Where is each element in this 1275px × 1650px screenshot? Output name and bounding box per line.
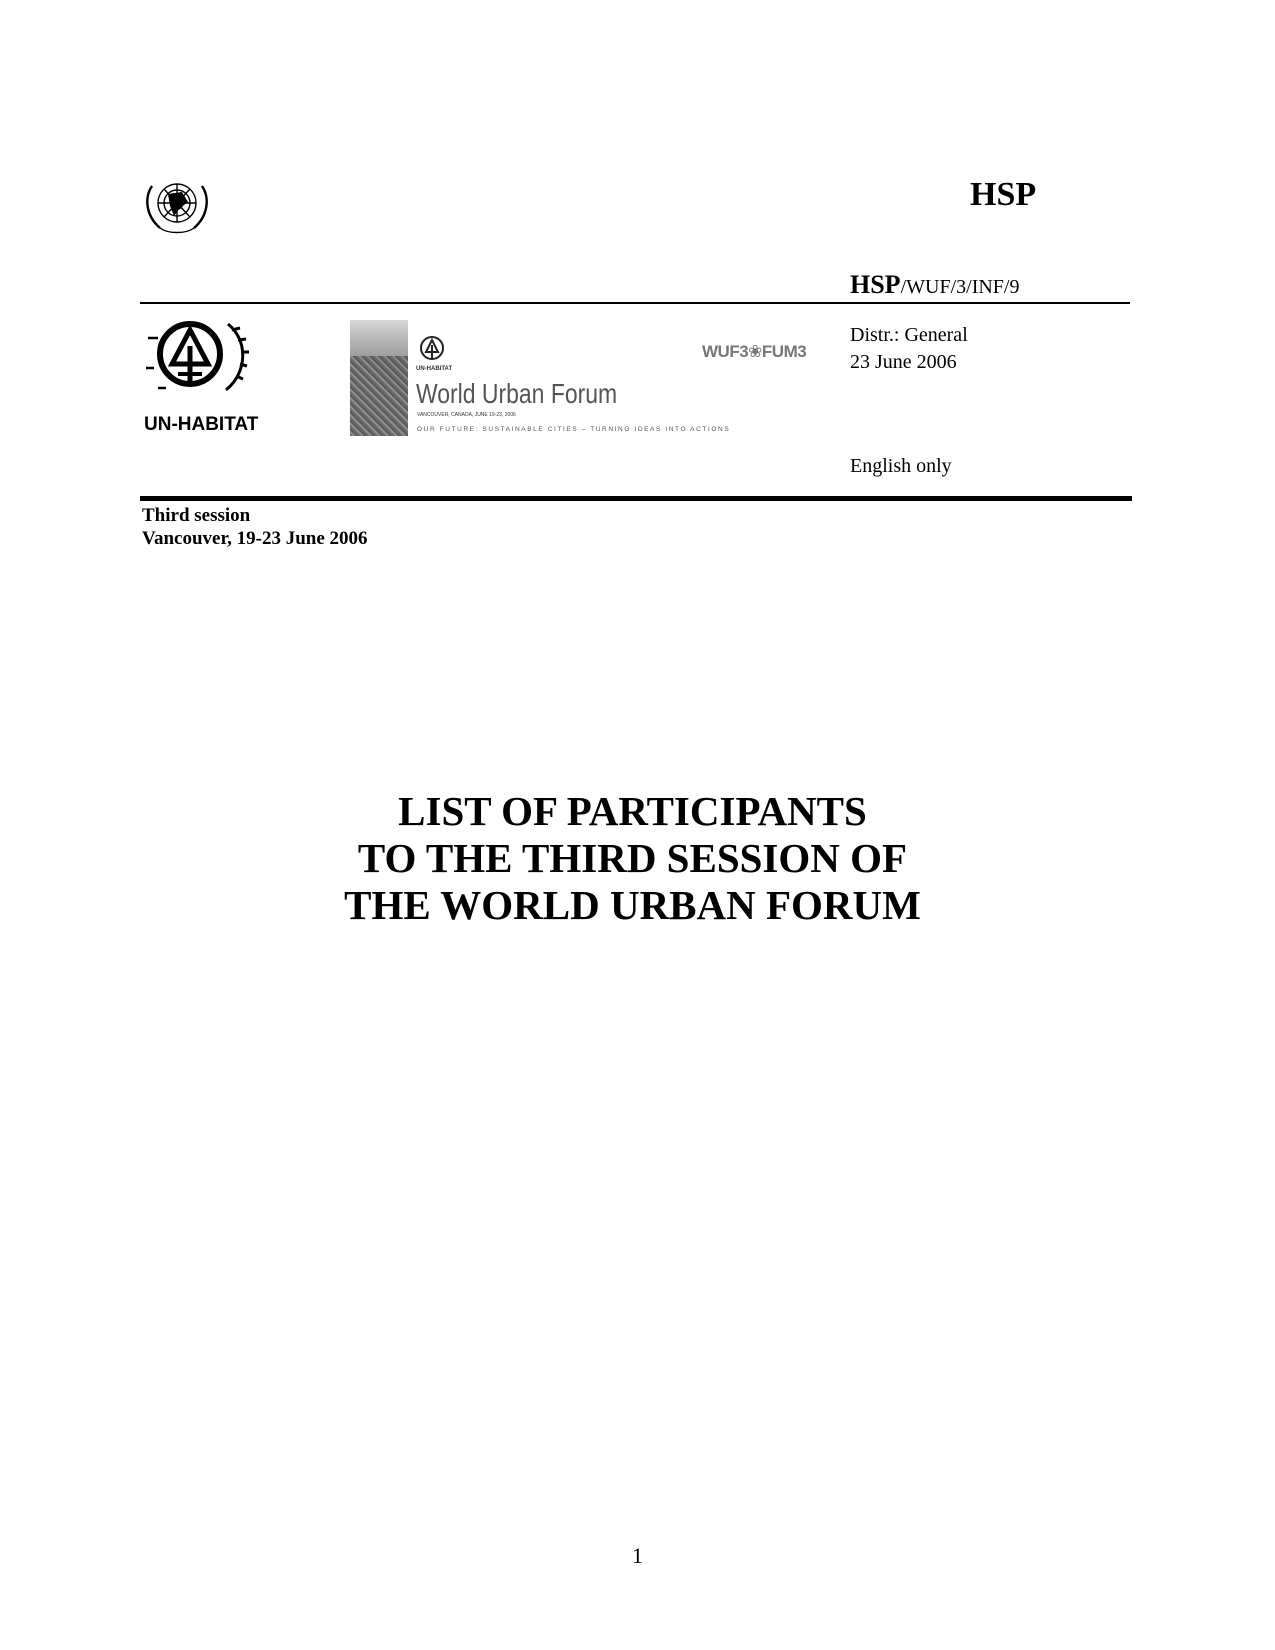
title-line-1: LIST OF PARTICIPANTS — [398, 788, 867, 834]
document-date: 23 June 2006 — [850, 351, 957, 373]
language-note: English only — [850, 455, 952, 477]
title-line-2: TO THE THIRD SESSION OF — [357, 835, 908, 881]
wuf3-badge: WUF3❀FUM3 — [702, 342, 807, 361]
header-rule — [140, 302, 1130, 304]
un-habitat-wordmark: UN-HABITAT — [144, 414, 259, 435]
banner-dates: VANCOUVER, CANADA, JUNE 19-23, 2006 — [417, 412, 516, 418]
un-emblem-icon — [138, 172, 216, 238]
session-name: Third session — [142, 505, 251, 526]
banner-org: UN-HABITAT — [416, 366, 453, 372]
distribution-block — [850, 322, 968, 376]
org-abbreviation: HSP — [970, 176, 1037, 213]
title-line-3: THE WORLD URBAN FORUM — [344, 882, 921, 928]
document-symbol — [850, 272, 1019, 298]
header-thick-rule — [140, 496, 1132, 501]
document-title — [0, 788, 1275, 929]
banner-title: World Urban Forum — [416, 378, 618, 409]
distribution-label: Distr.: General — [850, 324, 968, 346]
session-place: Vancouver, 19-23 June 2006 — [142, 528, 368, 549]
document-symbol-prefix: HSP — [850, 270, 901, 299]
banner-tagline: OUR FUTURE: SUSTAINABLE CITIES – TURNING IDEAS INTO ACTIONS — [417, 426, 731, 433]
session-block — [142, 504, 368, 550]
document-symbol-suffix: /WUF/3/INF/9 — [900, 276, 1020, 298]
page-number: 1 — [632, 1543, 643, 1568]
un-habitat-small-emblem-icon — [418, 334, 446, 362]
city-photo-sky — [350, 320, 408, 356]
